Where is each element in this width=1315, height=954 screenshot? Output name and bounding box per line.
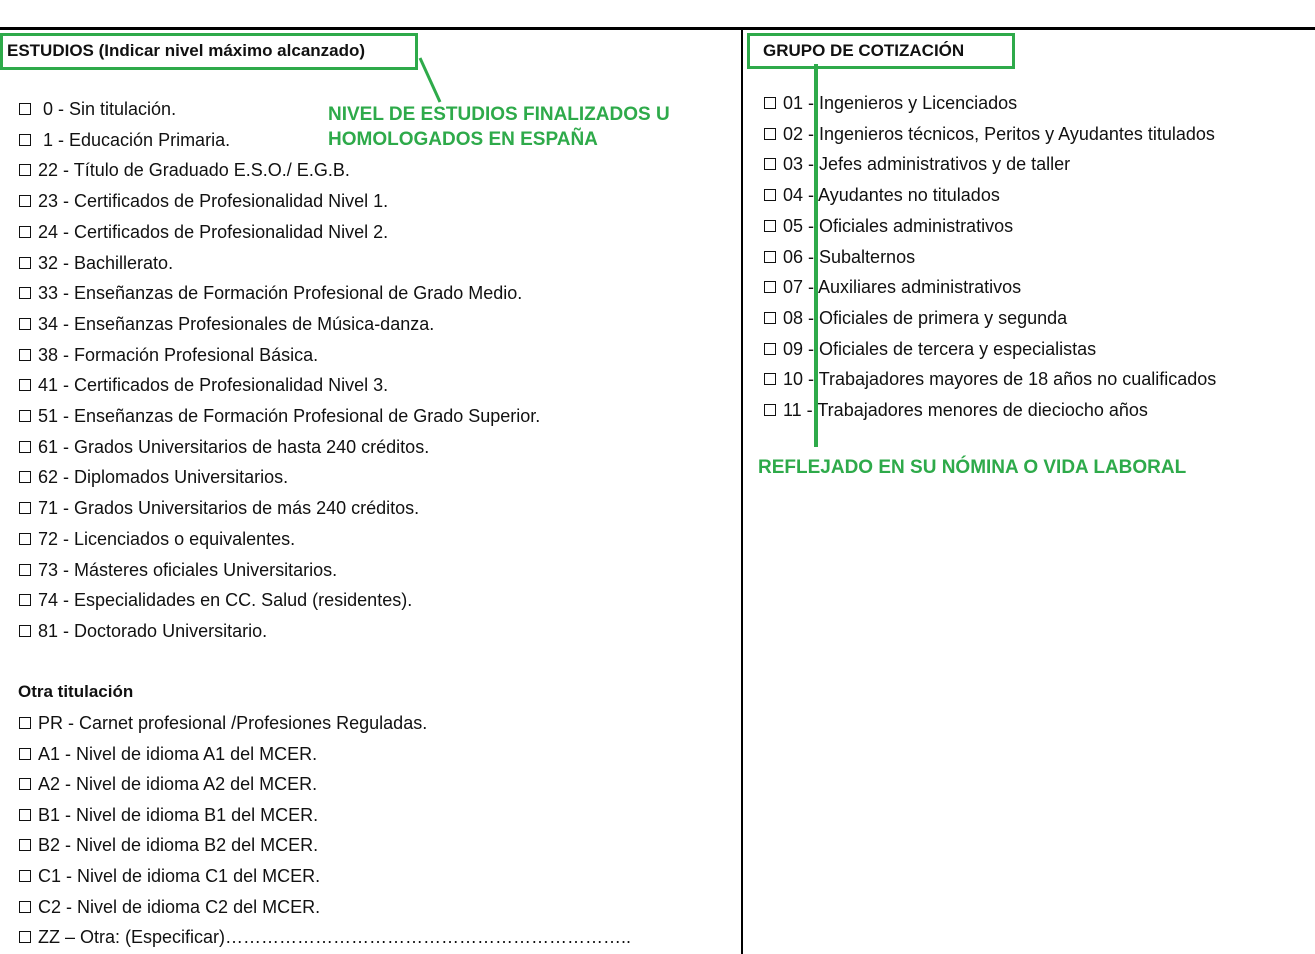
other-title-item-label: ZZ – Otra: (Especificar)………………………………………………………….. <box>38 927 632 948</box>
checkbox[interactable] <box>19 870 31 882</box>
checkbox[interactable] <box>19 287 31 299</box>
studies-item-label: 34 - Enseñanzas Profesionales de Música-danza. <box>38 313 435 334</box>
quote-group-item <box>764 123 1215 145</box>
checkbox[interactable] <box>19 441 31 453</box>
checkbox[interactable] <box>19 533 31 545</box>
studies-title: ESTUDIOS (Indicar nivel máximo alcanzado) <box>0 33 418 70</box>
quote-group-item <box>764 276 1021 298</box>
quote-group-note: REFLEJADO EN SU NÓMINA O VIDA LABORAL <box>758 457 1187 478</box>
quote-group-item <box>764 368 1216 390</box>
studies-item-label: 24 - Certificados de Profesionalidad Nivel 2. <box>38 221 389 242</box>
other-title-item <box>19 926 631 948</box>
other-title-item-label: C1 - Nivel de idioma C1 del MCER. <box>38 866 321 886</box>
studies-item-label: 74 - Especialidades en CC. Salud (residentes). <box>38 590 413 611</box>
quote-group-item <box>764 307 1067 329</box>
checkbox[interactable] <box>19 594 31 606</box>
checkbox[interactable] <box>764 97 776 109</box>
quote-group-item <box>764 92 1017 114</box>
checkbox[interactable] <box>19 134 31 146</box>
checkbox[interactable] <box>19 748 31 760</box>
other-title-item <box>19 743 317 765</box>
studies-item <box>19 282 522 304</box>
checkbox[interactable] <box>764 343 776 355</box>
studies-item <box>19 98 176 120</box>
studies-item-label: 72 - Licenciados o equivalentes. <box>38 528 296 549</box>
studies-item <box>19 344 318 366</box>
checkbox[interactable] <box>19 625 31 637</box>
other-title-item <box>19 773 317 795</box>
checkbox[interactable] <box>764 251 776 263</box>
studies-item <box>19 221 388 243</box>
checkbox[interactable] <box>764 281 776 293</box>
quote-group-item-label: 11 - Trabajadores menores de dieciocho años <box>783 400 1148 420</box>
quote-group-item <box>764 153 1070 175</box>
checkbox[interactable] <box>19 318 31 330</box>
checkbox[interactable] <box>764 404 776 416</box>
studies-item-label: 23 - Certificados de Profesionalidad Nivel 1. <box>38 191 389 212</box>
quote-group-item <box>764 215 1013 237</box>
studies-item <box>19 436 429 458</box>
checkbox[interactable] <box>19 471 31 483</box>
studies-item-label: 0 - Sin titulación. <box>38 99 177 119</box>
checkbox[interactable] <box>19 564 31 576</box>
other-title-item <box>19 834 318 856</box>
studies-item-label: 33 - Enseñanzas de Formación Profesional de Grado Medio. <box>38 283 523 304</box>
studies-item <box>19 589 412 611</box>
studies-item-label: 61 - Grados Universitarios de hasta 240 créditos. <box>38 436 430 457</box>
studies-note <box>328 102 670 152</box>
checkbox[interactable] <box>19 931 31 943</box>
other-title-item <box>19 865 320 887</box>
other-title-item <box>19 712 427 734</box>
checkbox[interactable] <box>19 410 31 422</box>
studies-item <box>19 405 540 427</box>
checkbox[interactable] <box>764 373 776 385</box>
studies-item <box>19 559 337 581</box>
studies-item <box>19 528 295 550</box>
other-title-item <box>19 896 320 918</box>
quote-group-item-label: 03 - Jefes administrativos y de taller <box>783 154 1071 175</box>
studies-item-label: 73 - Másteres oficiales Universitarios. <box>38 559 338 580</box>
studies-note-line-1: NIVEL DE ESTUDIOS FINALIZADOS U <box>328 104 670 125</box>
other-title-item-label: PR - Carnet profesional /Profesiones Reguladas. <box>38 713 428 733</box>
other-title-item-label: C2 - Nivel de idioma C2 del MCER. <box>38 896 321 917</box>
top-rule <box>0 27 1315 30</box>
quote-group-item-label: 09 - Oficiales de tercera y especialistas <box>783 338 1097 359</box>
quote-group-title: GRUPO DE COTIZACIÓN <box>747 33 1015 69</box>
checkbox[interactable] <box>764 189 776 201</box>
checkbox[interactable] <box>19 839 31 851</box>
checkbox[interactable] <box>19 226 31 238</box>
other-title-item-label: A1 - Nivel de idioma A1 del MCER. <box>38 743 318 764</box>
quote-group-item-label: 04 - Ayudantes no titulados <box>783 185 1000 206</box>
checkbox[interactable] <box>19 349 31 361</box>
quote-group-item-label: 06 - Subalternos <box>783 246 916 267</box>
other-titles-heading: Otra titulación <box>18 682 134 701</box>
other-title-item-label: B1 - Nivel de idioma B1 del MCER. <box>38 804 319 825</box>
checkbox[interactable] <box>19 379 31 391</box>
studies-item-label: 81 - Doctorado Universitario. <box>38 620 268 641</box>
studies-item <box>19 129 230 151</box>
studies-item <box>19 374 388 396</box>
quote-group-item <box>764 399 1148 421</box>
studies-item-label: 1 - Educación Primaria. <box>38 129 231 150</box>
checkbox[interactable] <box>19 195 31 207</box>
checkbox[interactable] <box>19 257 31 269</box>
quote-group-item-label: 02 - Ingenieros técnicos, Peritos y Ayudantes titulados <box>783 123 1215 144</box>
quote-group-item-label: 10 - Trabajadores mayores de 18 años no cualificados <box>783 369 1217 390</box>
quote-group-item-label: 01 - Ingenieros y Licenciados <box>783 93 1018 113</box>
quote-group-item-label: 07 - Auxiliares administrativos <box>783 277 1022 298</box>
studies-pointer-line <box>420 58 440 102</box>
column-divider <box>741 29 743 954</box>
checkbox[interactable] <box>764 128 776 140</box>
quote-group-item <box>764 246 915 268</box>
quote-group-item-label: 08 - Oficiales de primera y segunda <box>783 307 1068 328</box>
checkbox[interactable] <box>764 220 776 232</box>
other-title-item-label: B2 - Nivel de idioma B2 del MCER. <box>38 835 319 856</box>
checkbox[interactable] <box>19 502 31 514</box>
quote-group-item-label: 05 - Oficiales administrativos <box>783 215 1014 236</box>
checkbox[interactable] <box>19 778 31 790</box>
studies-item <box>19 190 388 212</box>
studies-item <box>19 159 350 181</box>
other-title-item <box>19 804 318 826</box>
studies-item-label: 51 - Enseñanzas de Formación Profesional de Grado Superior. <box>38 406 541 426</box>
studies-item-label: 71 - Grados Universitarios de más 240 créditos. <box>38 498 420 519</box>
studies-note-line-2: HOMOLOGADOS EN ESPAÑA <box>328 129 598 150</box>
quote-group-item <box>764 338 1096 360</box>
checkbox[interactable] <box>19 103 31 115</box>
studies-item-label: 32 - Bachillerato. <box>38 252 174 273</box>
studies-item <box>19 252 173 274</box>
checkbox[interactable] <box>19 717 31 729</box>
other-title-item-label: A2 - Nivel de idioma A2 del MCER. <box>38 774 318 795</box>
studies-item-label: 41 - Certificados de Profesionalidad Nivel 3. <box>38 375 389 396</box>
quote-group-item <box>764 184 1000 206</box>
checkbox[interactable] <box>19 901 31 913</box>
studies-item-label: 22 - Título de Graduado E.S.O./ E.G.B. <box>38 160 350 181</box>
checkbox[interactable] <box>19 809 31 821</box>
checkbox[interactable] <box>19 164 31 176</box>
checkbox[interactable] <box>764 158 776 170</box>
studies-item-label: 62 - Diplomados Universitarios. <box>38 467 289 488</box>
studies-item <box>19 466 288 488</box>
studies-item <box>19 620 267 642</box>
studies-item-label: 38 - Formación Profesional Básica. <box>38 344 319 365</box>
studies-item <box>19 497 419 519</box>
studies-item <box>19 313 434 335</box>
checkbox[interactable] <box>764 312 776 324</box>
